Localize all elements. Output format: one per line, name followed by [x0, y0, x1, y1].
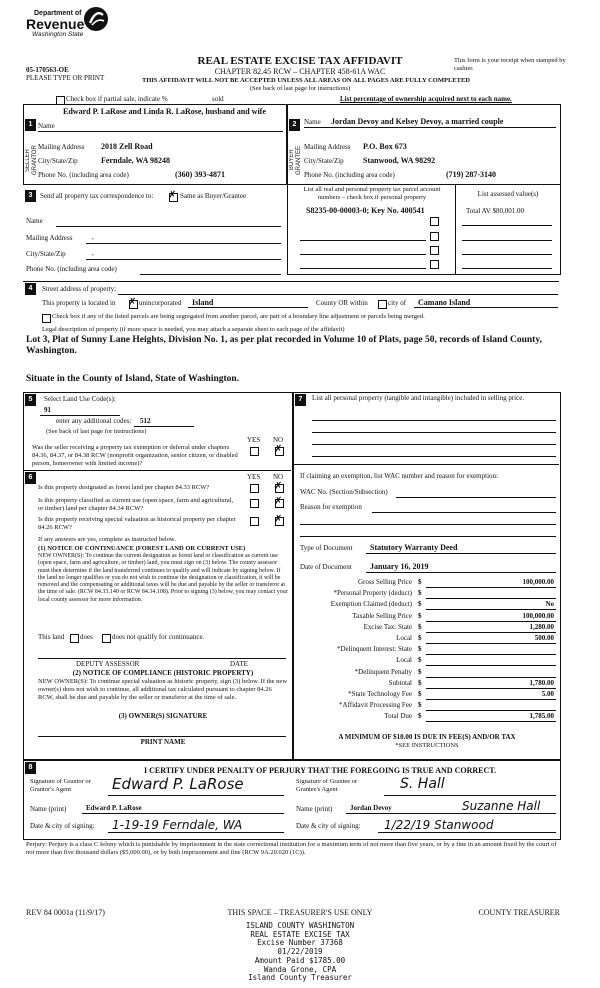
- same-as-buyer-label: Same as Buyer/Grantee: [180, 192, 247, 200]
- buyer-address: P.O. Box 673: [363, 142, 407, 151]
- grantor-name: Edward P. LaRose: [86, 804, 142, 812]
- tax-row-line: [426, 621, 556, 622]
- notice-1-body: NEW OWNER(S): To continue the current designation as forest land or classification as current use (open space, farm and agriculture, or timber) land, you must sign on (3) below. The county assessor must then determine if the land transferred continues to qualify and will indicate by signing below. If the land no longer qualifies or you do not wish to continue the designation or classification, it will be removed and the compensating or additional taxes will be due and payable by the seller or transferor at the time of sale. (RCW 84.33.140 or RCW 84.34.108). Prior to signing (3) below, you may contact your local county assessor for more information.: [38, 553, 288, 603]
- s3-city-value: ,: [92, 249, 94, 257]
- tax-row-line: [426, 665, 556, 666]
- doc-date: January 16, 2019: [370, 562, 429, 571]
- grantor-date-label: Date & city of signing:: [30, 822, 95, 830]
- additional-codes: 512: [140, 417, 151, 425]
- grantee-signature: S. Hall: [400, 776, 445, 792]
- unincorporated-check-icon: ✗: [128, 297, 137, 308]
- tax-row-value: 1,785.00: [529, 712, 554, 721]
- land-does-not-checkbox[interactable]: [102, 634, 111, 643]
- ownership-note: List percentage of ownership acquired next to each name.: [340, 95, 512, 103]
- section-7-number: 7: [295, 394, 306, 406]
- rev-number: REV 84 0001a (11/9/17): [26, 908, 105, 917]
- tax-row-line: [426, 710, 556, 711]
- s6-any-yes: If any answers are yes, complete as instructed below.: [38, 536, 176, 543]
- s6-q2-no-check-icon: ✗: [274, 496, 283, 507]
- grantee-name: Jordan Devoy: [350, 804, 392, 812]
- tax-row-line: [426, 699, 556, 700]
- grantee-signature-label: Signature of Grantee or Grantee's Agent: [296, 778, 358, 793]
- reason-label: Reason for exemption: [300, 503, 362, 511]
- seller-phone: (360) 393-4871: [175, 170, 225, 179]
- tax-row-label: Taxable Selling Price: [352, 611, 412, 620]
- tax-row-label: Excise Tax: State: [363, 622, 412, 631]
- tax-row-currency: $: [418, 600, 422, 609]
- tax-row-label: *Delinquent Penalty: [354, 667, 412, 676]
- logo-revenue: Revenue: [26, 16, 85, 32]
- seller-name: Edward P. LaRose and Linda R. LaRose, husband and wife: [63, 107, 266, 116]
- grantor-name-label: Name (print): [30, 805, 67, 813]
- parcel-pp-checkbox-2[interactable]: [430, 232, 439, 241]
- tax-row-currency: $: [418, 667, 422, 676]
- s5-see-back: (See back of last page for instructions): [46, 428, 147, 435]
- receipt-note: This form is your receipt when stamped by cashier.: [454, 57, 566, 72]
- tax-row-value: No: [545, 600, 554, 609]
- s6-q3: Is this property receiving special valuation as historical property per chapter 84.26 RCW?: [38, 516, 236, 531]
- legal-description: Lot 3, Plat of Sunny Lane Heights, Division No. 1, as per plat recorded in Volume 10 of Plats, page 50, records of Island County, Washington.: [26, 335, 542, 356]
- logo-state: Washington State: [32, 31, 84, 38]
- stamp-line-4: 01/22/2019: [277, 947, 323, 957]
- s5-no-check-icon: ✗: [274, 444, 283, 455]
- revenue-logo: [26, 6, 116, 42]
- owner-signature-label: (3) OWNER(S) SIGNATURE: [118, 712, 208, 720]
- s3-phone-label: Phone No. (including area code): [26, 265, 117, 273]
- wac-intro: If claiming an exemption, list WAC number and reason for exemption:: [300, 472, 498, 480]
- see-back-note: (See back of last page for instructions): [249, 85, 351, 92]
- grantee-name-handwritten: Suzanne Hall: [462, 799, 541, 813]
- tax-row-currency: $: [418, 589, 422, 598]
- tax-row-value: 500.00: [534, 634, 554, 642]
- grantor-signature: Edward P. LaRose: [112, 775, 244, 793]
- s6-q1-yes-checkbox[interactable]: [250, 484, 259, 493]
- tax-row-label: Local: [396, 656, 412, 665]
- doc-type-label: Type of Document: [300, 544, 353, 552]
- land-use-label: Select Land Use Code(s):: [44, 395, 116, 403]
- tax-row-currency: $: [418, 712, 422, 721]
- tax-row-label: *State Technology Fee: [348, 690, 412, 698]
- stamp-line-2: REAL ESTATE EXCISE TAX: [250, 929, 350, 939]
- s6-q2: Is this property classified as current use (open space, farm and agricultural, or timber) land per chapter 84.34 RCW?: [38, 497, 234, 512]
- stamp-line-5: Amount Paid $1785.00: [254, 955, 346, 965]
- tax-row-currency: $: [418, 611, 422, 620]
- s6-q3-yes-checkbox[interactable]: [250, 517, 259, 526]
- s5-no: NO: [273, 436, 284, 444]
- located-label: This property is located in: [42, 299, 116, 307]
- s3-address-value: ,: [92, 233, 94, 241]
- grantee-date-label: Date & city of signing:: [296, 822, 361, 830]
- seller-name-label: Name: [38, 122, 55, 130]
- grantee-name-label: Name (print): [296, 805, 333, 813]
- s3-city-label: City/State/Zip: [26, 250, 66, 258]
- location-value: Island: [192, 298, 214, 307]
- stamp-line-7: Island County Treasurer: [248, 973, 352, 983]
- tax-row-currency: $: [418, 690, 422, 698]
- grantor-date: 1-19-19 Ferndale, WA: [112, 818, 243, 832]
- tax-row-line: [426, 654, 556, 655]
- buyer-city-label: City/State/Zip: [304, 157, 344, 165]
- city-of-label: city of: [388, 299, 407, 307]
- parcel-pp-checkbox-4[interactable]: [430, 260, 439, 269]
- treasurer-space: THIS SPACE – TREASURER'S USE ONLY: [227, 908, 373, 917]
- grantor-signature-label: Signature of Grantor or Grantor's Agent: [30, 778, 91, 793]
- partial-sale-label: Check box if partial sale, indicate %: [66, 95, 168, 103]
- perjury-note: Perjury: Perjury is a class C felony which is punishable by imprisonment in the state correctional institution for a maximum term of not more than five years, or by a fine in an amount fixed by the court of not more than five thousand dollars ($5,000.00), or by both imprisonment and fine (RCW 9A.20.020 (1C)).: [26, 841, 557, 856]
- situate-text: Situate in the County of Island, State of Washington.: [26, 374, 240, 384]
- s3-address-label: Mailing Address: [26, 234, 73, 242]
- buyer-phone-label: Phone No. (including area code): [304, 171, 395, 179]
- tax-row-line: [426, 688, 556, 689]
- treasurer-stamp: [200, 922, 400, 983]
- parcel-number: S8235-00-00003-0; Key No. 400541: [306, 206, 425, 215]
- doc-date-label: Date of Document: [300, 563, 352, 571]
- tax-row-label: Gross Selling Price: [357, 578, 412, 586]
- same-as-buyer-check-icon: ✗: [168, 190, 177, 201]
- s3-name-label: Name: [26, 217, 43, 225]
- tax-row-value: 5.00: [541, 690, 554, 698]
- city-value: Camano Island: [418, 298, 471, 307]
- parcel-header: List all real and personal property tax parcel account numbers – check box if personal property: [303, 186, 441, 201]
- print-name-label: PRINT NAME: [140, 738, 186, 746]
- notice-2-body: NEW OWNER(S): To continue special valuation as historic property, sign (3) below. If the new owner(s) does not wish to continue, all additional tax calculated pursuant to chapter 84.26 RCW, shall be due and payable by the seller or transferor at the time of sale.: [38, 678, 288, 701]
- personal-property-label: List all personal property (tangible and intangible) included in selling price.: [312, 394, 525, 402]
- seller-city-label: City/State/Zip: [38, 157, 78, 165]
- form-title: REAL ESTATE EXCISE TAX AFFIDAVIT: [197, 55, 403, 67]
- county-within-label: County OR within: [316, 299, 368, 307]
- tax-row-label: *Affidavit Processing Fee: [339, 701, 412, 710]
- tax-row-line: [426, 587, 556, 588]
- stamp-line-1: ISLAND COUNTY WASHINGTON: [245, 921, 355, 930]
- parcel-pp-checkbox-1[interactable]: [430, 217, 439, 226]
- wac-label: WAC No. (Section/Subsection): [300, 488, 388, 496]
- tax-row-value: 100,000.00: [522, 611, 554, 620]
- s6-no: NO: [273, 473, 284, 481]
- tax-row-currency: $: [418, 634, 422, 642]
- tax-row-currency: $: [418, 678, 422, 687]
- section-8-number: 8: [25, 762, 36, 774]
- tax-row-label: Exemption Claimed (deduct): [330, 600, 412, 609]
- buyer-phone: (719) 287-3140: [446, 170, 496, 179]
- tax-row-label: *Personal Property (deduct): [333, 589, 412, 598]
- s5-yes: YES: [247, 436, 261, 444]
- county-treasurer: COUNTY TREASURER: [478, 908, 560, 917]
- buyer-name: Jordan Devoy and Kelsey Devoy, a married couple: [331, 117, 504, 126]
- form-code: 05-170563-OE: [26, 66, 69, 74]
- segregated-label: Check box if any of the listed parcels are being segregated from another parcel, are part of a boundary line adjustment or parcels being merged.: [52, 313, 425, 320]
- s5-yes-checkbox[interactable]: [250, 447, 259, 456]
- tax-row-line: [426, 721, 556, 722]
- tax-row-label: Total Due: [384, 712, 412, 721]
- tax-row-currency: $: [418, 578, 422, 586]
- notice-2-title: (2) NOTICE OF COMPLIANCE (HISTORIC PROPERTY): [72, 669, 254, 677]
- logo-emblem-icon: [83, 6, 109, 32]
- form-chapter: CHAPTER 82.45 RCW – CHAPTER 458-61A WAC: [214, 67, 386, 76]
- section-4-number: 4: [25, 283, 36, 295]
- seller-phone-label: Phone No. (including area code): [38, 171, 129, 179]
- notice-1-title: (1) NOTICE OF CONTINUANCE (FOREST LAND OR CURRENT USE): [38, 545, 246, 552]
- form-warning: THIS AFFIDAVIT WILL NOT BE ACCEPTED UNLESS ALL AREAS ON ALL PAGES ARE FULLY COMPLETED: [142, 77, 470, 84]
- tax-row-currency: $: [418, 622, 422, 631]
- tax-row-currency: $: [418, 701, 422, 710]
- land-use-code: 91: [44, 406, 51, 414]
- seller-city: Ferndale, WA 98248: [101, 156, 170, 165]
- s6-yes: YES: [247, 473, 261, 481]
- tax-row-line: [426, 632, 556, 633]
- section-6-number: 6: [25, 472, 36, 484]
- seller-address: 2018 Zell Road: [101, 142, 153, 151]
- tax-row-line: [426, 609, 556, 610]
- section-3-number: 3: [25, 190, 36, 202]
- seller-side-label: SELLER GRANTOR: [25, 145, 38, 175]
- parcel-pp-checkbox-3[interactable]: [430, 246, 439, 255]
- section-2-number: 2: [289, 119, 300, 131]
- tax-row-label: *Delinquent Interest: State: [336, 645, 412, 654]
- see-instructions: *SEE INSTRUCTIONS: [395, 742, 459, 749]
- section-5-number: 5: [25, 394, 36, 406]
- tax-row-value: 1,780.00: [529, 678, 554, 687]
- tax-row-currency: $: [418, 645, 422, 654]
- tax-row-label: Subtotal: [388, 678, 412, 687]
- stamp-line-3: Excise Number 37368: [257, 938, 343, 948]
- partial-sold-label: sold: [212, 95, 224, 103]
- land-does-label: does: [80, 633, 93, 641]
- tax-row-line: [426, 677, 556, 678]
- please-type: PLEASE TYPE OR PRINT: [26, 74, 105, 82]
- total-av: Total AV $80,001.00: [466, 207, 524, 215]
- tax-row-value: 1,280.00: [529, 622, 554, 631]
- buyer-side-label: BUYER GRANTEE: [289, 145, 302, 175]
- assessor-date-label: DATE: [230, 660, 248, 668]
- buyer-city: Stanwood, WA 98292: [363, 156, 436, 165]
- stamp-line-6: Wanda Grone, CPA: [263, 964, 337, 974]
- unincorporated-label: unincorporated: [139, 299, 182, 307]
- land-does-not-label: does not qualify for continuance.: [112, 633, 205, 641]
- tax-row-line: [426, 598, 556, 599]
- certify-statement: I CERTIFY UNDER PENALTY OF PERJURY THAT THE FOREGOING IS TRUE AND CORRECT.: [143, 766, 496, 775]
- s6-q1-no-check-icon: ✗: [274, 481, 283, 492]
- doc-type: Statutory Warranty Deed: [370, 543, 458, 552]
- s6-q1: Is this property designated as forest land per chapter 84.33 RCW?: [38, 484, 210, 491]
- send-correspondence-label: Send all property tax correspondence to:: [40, 192, 154, 200]
- street-label: Street address of property:: [42, 285, 117, 293]
- segregated-checkbox[interactable]: [42, 314, 51, 323]
- land-does-checkbox[interactable]: [70, 634, 79, 643]
- s6-q2-yes-checkbox[interactable]: [250, 499, 259, 508]
- tax-row-label: Local: [396, 634, 412, 642]
- exemption-question: Was the seller receiving a property tax exemption or deferral under chapters 84.36, 84.37, or 84.38 RCW (nonprofit organization, senior citizen, or disabled person, homeowner with limited income)?: [32, 444, 238, 467]
- city-of-checkbox[interactable]: [378, 300, 387, 309]
- s6-q3-no-check-icon: ✗: [274, 514, 283, 525]
- minimum-note: A MINIMUM OF $10.00 IS DUE IN FEE(S) AND/OR TAX: [338, 733, 516, 741]
- buyer-address-label: Mailing Address: [304, 143, 351, 151]
- deputy-assessor-label: DEPUTY ASSESSOR: [76, 660, 140, 668]
- logo-line-1: Department of: [34, 10, 82, 17]
- tax-row-currency: $: [418, 656, 422, 665]
- tax-row-value: 100,000.00: [522, 578, 554, 586]
- seller-address-label: Mailing Address: [38, 143, 85, 151]
- legal-label: Legal description of property (if more space is needed, you may attach a separate sheet to each page of the affidavit): [42, 326, 345, 333]
- buyer-name-label: Name: [304, 118, 321, 126]
- section-1-number: 1: [25, 119, 36, 131]
- additional-codes-label: enter any additional codes:: [56, 417, 132, 425]
- tax-row-line: [426, 643, 556, 644]
- assessed-header: List assessed value(s): [477, 190, 539, 198]
- land-label: This land: [38, 633, 65, 641]
- grantee-date: 1/22/19 Stanwood: [384, 818, 494, 832]
